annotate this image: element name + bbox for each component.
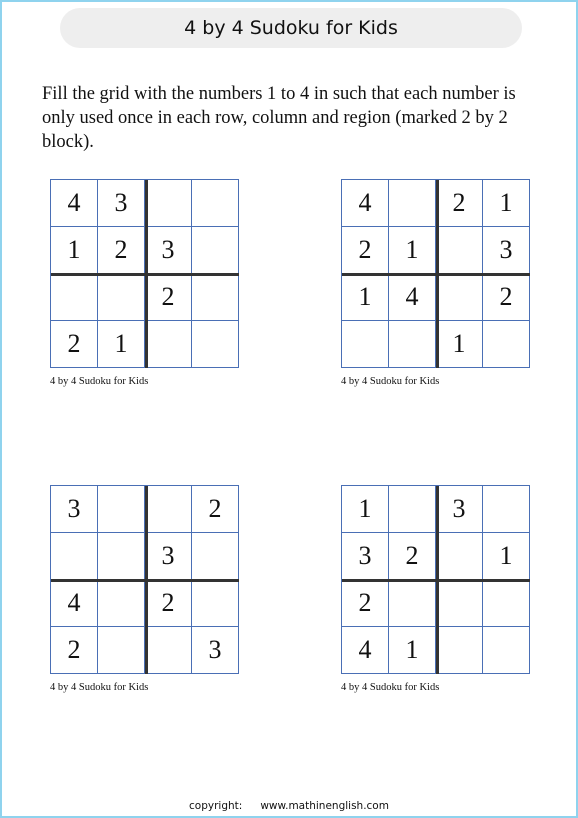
sudoku-cell: 4 <box>342 180 389 227</box>
sudoku-cell: 3 <box>192 627 239 674</box>
sudoku-cell: 2 <box>192 486 239 533</box>
sudoku-cell <box>98 627 145 674</box>
sudoku-cell <box>145 180 192 227</box>
sudoku-puzzle-1 <box>50 179 240 387</box>
sudoku-cell <box>98 533 145 580</box>
sudoku-cell: 2 <box>483 274 530 321</box>
sudoku-cell: 3 <box>436 486 483 533</box>
copyright-site-link[interactable]: www.mathinenglish.com <box>260 800 389 812</box>
sudoku-cell: 4 <box>51 580 98 627</box>
sudoku-cell <box>389 486 436 533</box>
sudoku-cell: 3 <box>98 180 145 227</box>
sudoku-cell: 2 <box>342 227 389 274</box>
block-divider-horizontal <box>342 273 530 276</box>
sudoku-cell: 2 <box>51 627 98 674</box>
sudoku-grid <box>341 485 530 674</box>
sudoku-grid <box>50 485 239 674</box>
sudoku-cell: 1 <box>342 486 389 533</box>
sudoku-cell <box>342 321 389 368</box>
sudoku-puzzle-3 <box>50 485 240 693</box>
sudoku-cell: 2 <box>342 580 389 627</box>
sudoku-cell: 3 <box>342 533 389 580</box>
sudoku-cell <box>145 627 192 674</box>
sudoku-cell <box>98 486 145 533</box>
sudoku-cell <box>51 533 98 580</box>
sudoku-grid <box>50 179 239 368</box>
sudoku-cell <box>483 486 530 533</box>
sudoku-cell <box>389 580 436 627</box>
sudoku-cell: 2 <box>145 580 192 627</box>
sudoku-cell <box>98 580 145 627</box>
sudoku-cell <box>192 227 239 274</box>
sudoku-cell: 1 <box>483 180 530 227</box>
sudoku-cell <box>389 180 436 227</box>
sudoku-puzzle-2 <box>341 179 531 387</box>
puzzle-caption: 4 by 4 Sudoku for Kids <box>50 682 149 693</box>
puzzle-caption: 4 by 4 Sudoku for Kids <box>50 376 149 387</box>
sudoku-cell: 1 <box>342 274 389 321</box>
block-divider-horizontal <box>51 579 239 582</box>
sudoku-cell: 3 <box>145 227 192 274</box>
puzzle-caption: 4 by 4 Sudoku for Kids <box>341 682 440 693</box>
sudoku-cell: 1 <box>389 227 436 274</box>
page-title: 4 by 4 Sudoku for Kids <box>60 8 522 48</box>
sudoku-cell: 2 <box>436 180 483 227</box>
sudoku-cell <box>192 580 239 627</box>
block-divider-horizontal <box>342 579 530 582</box>
sudoku-cell: 1 <box>51 227 98 274</box>
sudoku-cell: 2 <box>389 533 436 580</box>
sudoku-cell: 2 <box>98 227 145 274</box>
sudoku-cell <box>436 533 483 580</box>
sudoku-cell <box>98 274 145 321</box>
sudoku-cell: 4 <box>51 180 98 227</box>
copyright-label: copyright: <box>189 800 243 812</box>
sudoku-cell <box>436 274 483 321</box>
sudoku-cell <box>436 227 483 274</box>
puzzle-caption: 4 by 4 Sudoku for Kids <box>341 376 440 387</box>
sudoku-cell: 3 <box>51 486 98 533</box>
sudoku-cell <box>192 180 239 227</box>
sudoku-cell <box>51 274 98 321</box>
sudoku-cell <box>145 321 192 368</box>
instructions-text: Fill the grid with the numbers 1 to 4 in such that each number is only used once in each row, column and region (marked 2 by 2 block). <box>42 84 516 152</box>
sudoku-cell: 4 <box>342 627 389 674</box>
sudoku-cell: 4 <box>389 274 436 321</box>
sudoku-cell <box>192 274 239 321</box>
sudoku-cell <box>192 321 239 368</box>
sudoku-puzzle-4 <box>341 485 531 693</box>
block-divider-horizontal <box>51 273 239 276</box>
sudoku-cell <box>192 533 239 580</box>
sudoku-cell: 1 <box>436 321 483 368</box>
sudoku-cell <box>483 627 530 674</box>
copyright-footer <box>2 800 576 812</box>
sudoku-cell: 3 <box>145 533 192 580</box>
sudoku-cell: 2 <box>51 321 98 368</box>
sudoku-cell: 1 <box>98 321 145 368</box>
sudoku-cell: 3 <box>483 227 530 274</box>
sudoku-cell <box>436 580 483 627</box>
sudoku-cell <box>389 321 436 368</box>
sudoku-cell <box>483 321 530 368</box>
sudoku-grid <box>341 179 530 368</box>
sudoku-cell: 1 <box>389 627 436 674</box>
sudoku-cell: 1 <box>483 533 530 580</box>
sudoku-cell <box>145 486 192 533</box>
sudoku-cell <box>436 627 483 674</box>
sudoku-cell: 2 <box>145 274 192 321</box>
sudoku-cell <box>483 580 530 627</box>
